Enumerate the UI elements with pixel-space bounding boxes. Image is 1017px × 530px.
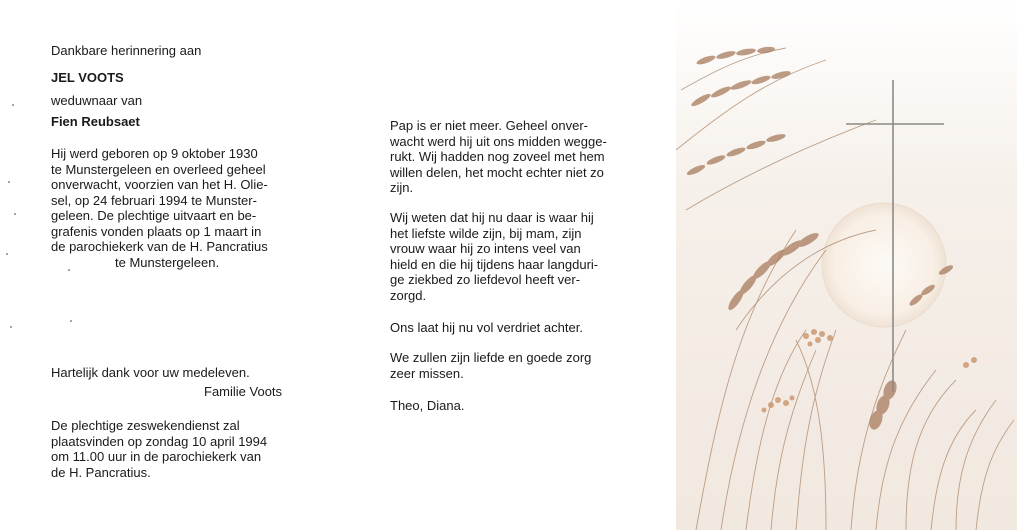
scan-speck [70, 320, 72, 322]
scan-speck [68, 269, 70, 271]
service-line: de H. Pancratius. [51, 464, 151, 480]
message-line: wacht werd hij uit ons midden wegge- [390, 133, 607, 149]
message-line: zorgd. [390, 287, 427, 303]
bio-line: te Munstergeleen. [115, 254, 220, 270]
scan-speck [12, 104, 14, 106]
message-line: willen delen, het mocht echter niet zo [390, 164, 604, 180]
message-paragraph-1 [390, 118, 635, 196]
service-line: om 11.00 uur in de parochiekerk van [51, 449, 262, 464]
service-line: plaatsvinden op zondag 10 april 1994 [51, 433, 268, 449]
bio-line: grafenis vonden plaats op 1 maart in [51, 223, 262, 239]
scan-speck [14, 213, 16, 215]
scan-speck [10, 326, 12, 328]
message-line: Wij weten dat hij nu daar is waar hij [390, 210, 594, 225]
service-paragraph [51, 418, 301, 480]
message-line: vrouw waar hij zo intens veel van [390, 241, 581, 256]
message-paragraph-3: Ons laat hij nu vol verdriet achter. [390, 320, 583, 335]
intro-text: Dankbare herinnering aan [51, 43, 202, 58]
scan-speck [8, 181, 10, 183]
bio-line: geleen. De plechtige uitvaart en be- [51, 208, 257, 223]
scan-speck [6, 253, 8, 255]
memorial-artwork [676, 0, 1017, 530]
message-line: We zullen zijn liefde en goede zorg [390, 350, 592, 365]
relation-text: weduwnaar van [51, 93, 143, 108]
thanks-text: Hartelijk dank voor uw medeleven. [51, 365, 250, 380]
message-line: het liefste wilde zijn, bij mam, zijn [390, 225, 582, 241]
bio-line: sel, op 24 februari 1994 te Munster- [51, 192, 257, 208]
bio-line: de parochiekerk van de H. Pancratius [51, 239, 268, 254]
message-line: hield en die hij tijdens haar langduri- [390, 256, 599, 272]
bio-line: onverwacht, voorzien van het H. Olie- [51, 177, 268, 192]
deceased-name: JEL VOOTS [51, 70, 124, 85]
service-line: De plechtige zeswekendienst zal [51, 418, 240, 433]
spouse-name: Fien Reubsaet [51, 114, 140, 129]
message-paragraph-4 [390, 350, 635, 381]
message-line: ge ziekbed zo liefdevol heeft ver- [390, 272, 581, 287]
message-paragraph-2 [390, 210, 635, 303]
biography-paragraph [51, 146, 296, 270]
message-line: zijn. [390, 180, 414, 195]
message-line: Pap is er niet meer. Geheel onver- [390, 118, 588, 133]
message-line: rukt. Wij hadden nog zoveel met hem [390, 149, 605, 164]
sun-disc [822, 203, 946, 327]
bio-line: Hij werd geboren op 9 oktober 1930 [51, 146, 258, 161]
message-line: zeer missen. [390, 365, 464, 381]
bio-line: te Munstergeleen en overleed geheel [51, 161, 266, 177]
children-signature: Theo, Diana. [390, 398, 465, 413]
family-signature: Familie Voots [204, 384, 283, 399]
